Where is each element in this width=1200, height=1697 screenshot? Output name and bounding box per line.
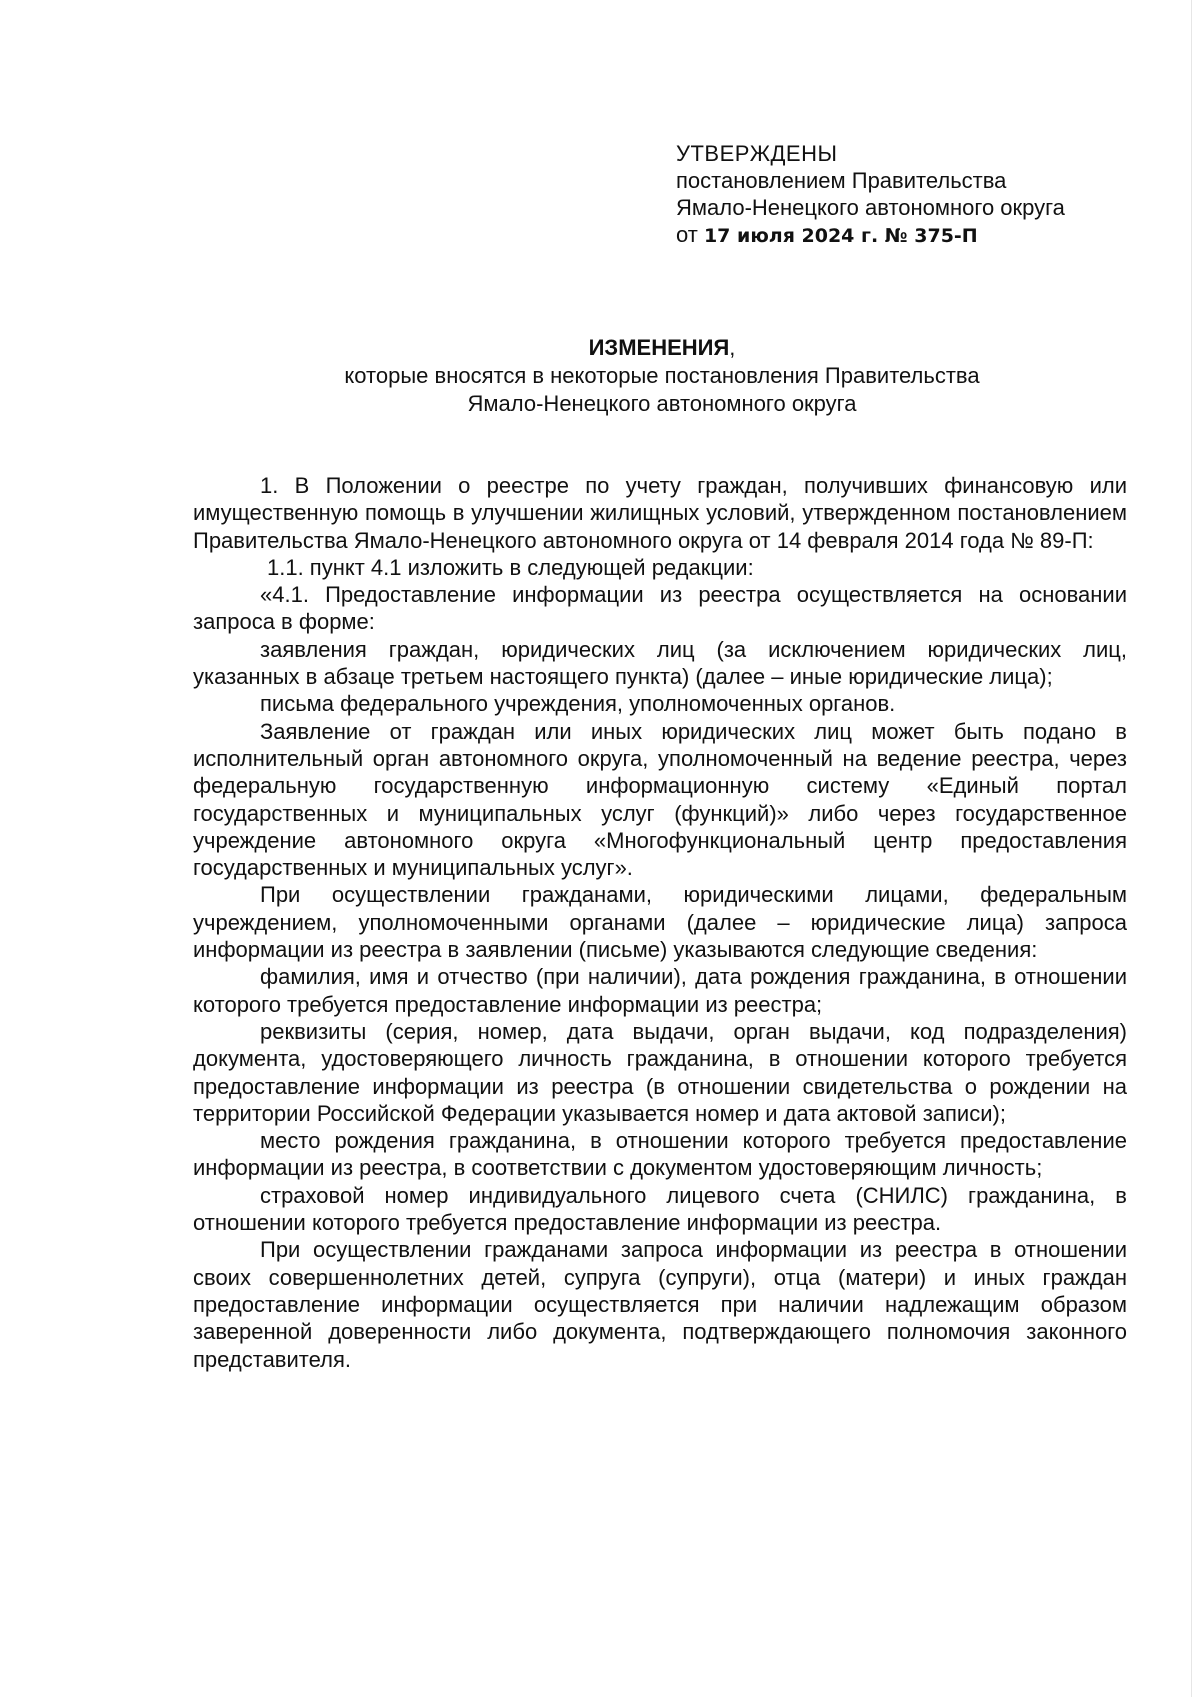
scan-edge xyxy=(1191,0,1192,1697)
paragraph: место рождения гражданина, в отношении которого требуется предоставление информации из реестра, в соответствии с документом удостоверяющим личность; xyxy=(193,1128,1127,1181)
paragraph: 1. В Положении о реестре по учету граждан, получивших финансовую или имущественную помощь в улучшении жилищных условий, утвержденном постановлением Правительства Ямало-Ненецкого автономного округа от 14 февраля 2014 года № 89-П: xyxy=(193,473,1127,553)
approval-from-label: от xyxy=(676,222,698,247)
approval-stamp xyxy=(676,140,1176,250)
document-body xyxy=(193,472,1127,1373)
paragraph: реквизиты (серия, номер, дата выдачи, орган выдачи, код подразделения) документа, удостоверяющего личность гражданина, в отношении которого требуется предоставление информации из реестра (в отношении свидетельства о рождении на территории Российской Федерации указывается номер и дата актовой записи); xyxy=(193,1018,1127,1126)
document-title-suffix: , xyxy=(729,335,736,360)
paragraph: страховой номер индивидуального лицевого счета (СНИЛС) гражданина, в отношении которого требуется предоставление информации из реестра. xyxy=(193,1182,1127,1236)
paragraph: При осуществлении гражданами запроса информации из реестра в отношении своих совершеннолетних детей, супруга (супруги), отца (матери) и иных граждан предоставление информации осуществляется при наличии надлежащим образом заверенной доверенности либо документа, подтверждающего полномочия законного представителя. xyxy=(193,1237,1127,1372)
document-subtitle-line-1: которые вносятся в некоторые постановления Правительства xyxy=(344,363,980,388)
decree-reference: 17 июля 2024 г. № 375-П xyxy=(703,225,978,247)
document-title: ИЗМЕНЕНИЯ xyxy=(588,335,730,360)
document-heading xyxy=(192,334,1132,418)
document-title-line xyxy=(192,334,1132,362)
paragraph: «4.1. Предоставление информации из реестра осуществляется на основании запроса в форме: xyxy=(193,582,1127,635)
approval-line-1: постановлением Правительства xyxy=(676,168,1007,193)
document-subtitle-line-2: Ямало-Ненецкого автономного округа xyxy=(467,391,857,416)
paragraph: письма федерального учреждения, уполномоченных органов. xyxy=(260,691,896,717)
paragraph: Заявление от граждан или иных юридических лиц может быть подано в исполнительный орган автономного округа, уполномоченный на ведение реестра, через федеральную государственную информационную систему «Единый портал государственных и муниципальных услуг (функций)» либо через государственное учреждение автономного округа «Многофункциональный центр предоставления государственных и муниципальных услуг». xyxy=(193,718,1127,881)
paragraph: заявления граждан, юридических лиц (за исключением юридических лиц, указанных в абзаце третьем настоящего пункта) (далее – иные юридические лица); xyxy=(193,636,1127,690)
approval-decree-line xyxy=(676,221,1176,250)
paragraph: При осуществлении гражданами, юридическими лицами, федеральным учреждением, уполномоченными органами (далее – юридические лица) запроса информации из реестра в заявлении (письме) указываются следующие сведения: xyxy=(193,882,1127,963)
approval-line-2: Ямало-Ненецкого автономного округа xyxy=(676,195,1065,220)
approval-heading: УТВЕРЖДЕНЫ xyxy=(676,141,838,166)
paragraph: 1.1. пункт 4.1 изложить в следующей редакции: xyxy=(267,554,754,580)
paragraph: фамилия, имя и отчество (при наличии), дата рождения гражданина, в отношении которого требуется предоставление информации из реестра; xyxy=(193,964,1127,1017)
